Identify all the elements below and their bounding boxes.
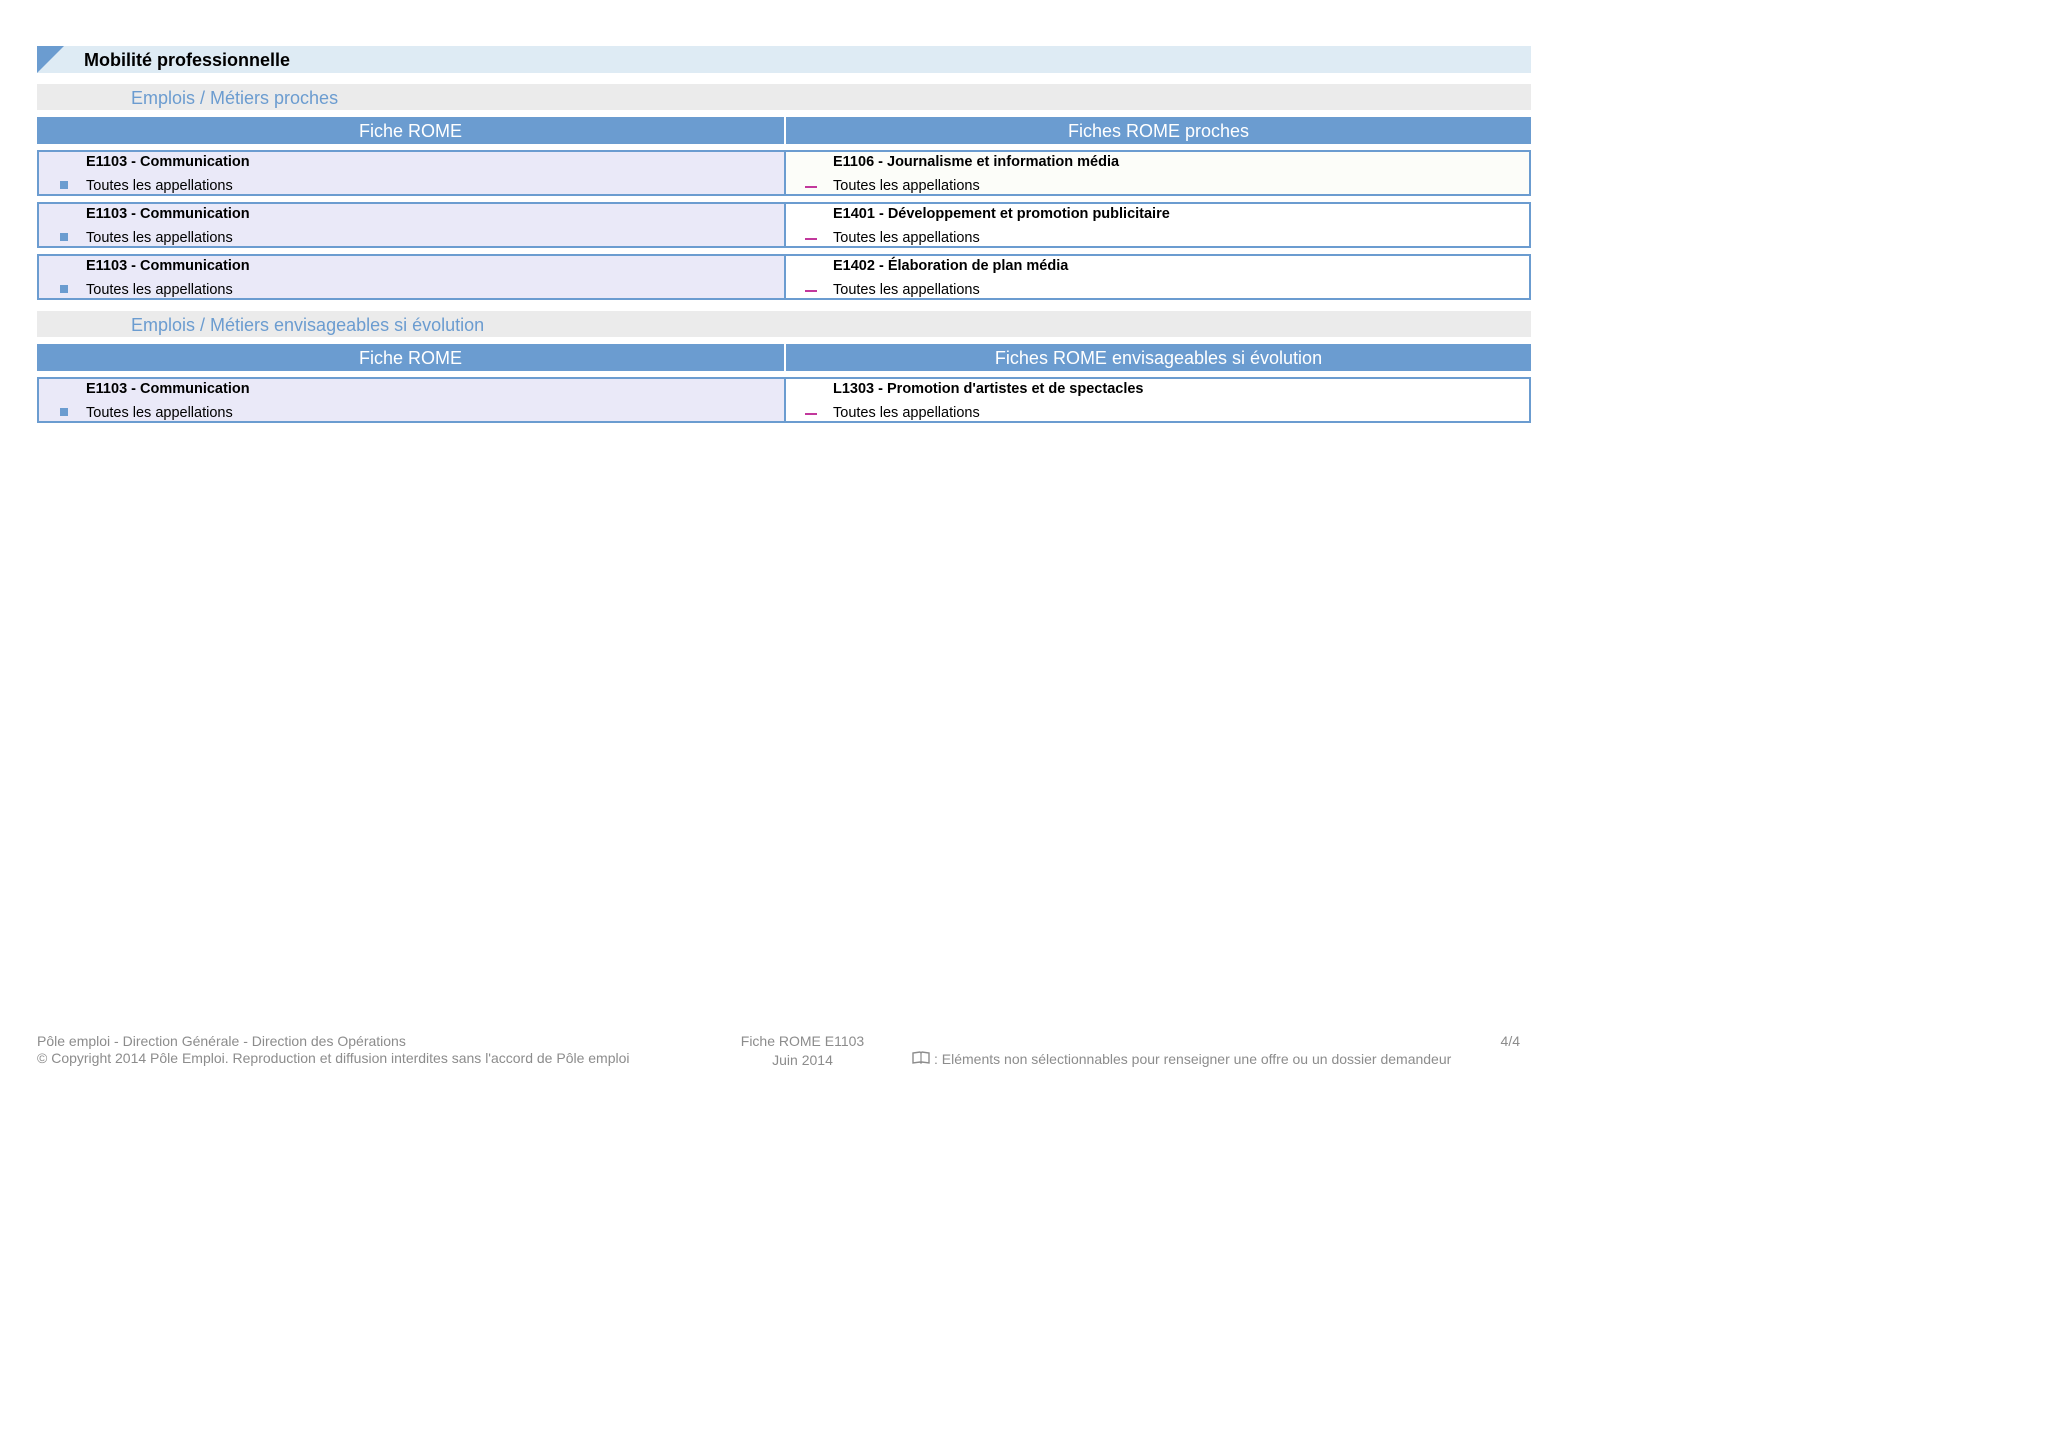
- appellation-text: Toutes les appellations: [833, 405, 980, 421]
- right-cell: [784, 377, 1531, 423]
- rome-code: E1103 - Communication: [86, 154, 250, 170]
- square-bullet-icon: [60, 233, 68, 241]
- corner-triangle-icon: [37, 46, 64, 73]
- appellation-text: Toutes les appellations: [86, 405, 233, 421]
- table-row: [37, 150, 1531, 196]
- dash-bullet-icon: [805, 238, 817, 240]
- rome-code: E1103 - Communication: [86, 206, 250, 222]
- subsection-proches: [37, 84, 1531, 110]
- table-row: [37, 202, 1531, 248]
- footer-copyright: © Copyright 2014 Pôle Emploi. Reproduction et diffusion interdites sans l'accord de Pôle emploi: [37, 1050, 630, 1066]
- right-cell: [784, 202, 1531, 248]
- table-row: [37, 377, 1531, 423]
- column-header-fiches-proches: Fiches ROME proches: [786, 117, 1531, 144]
- table-header-proches: [37, 117, 1531, 144]
- rome-code: E1103 - Communication: [86, 258, 250, 274]
- table-header-evolution: [37, 344, 1531, 371]
- section-header: [37, 46, 1531, 73]
- subsection-evolution: [37, 311, 1531, 337]
- left-cell: [37, 254, 784, 300]
- right-cell: [784, 150, 1531, 196]
- dash-bullet-icon: [805, 186, 817, 188]
- rome-code: E1402 - Élaboration de plan média: [833, 258, 1069, 274]
- footer-page-number: 4/4: [1500, 1033, 1520, 1049]
- rome-code: L1303 - Promotion d'artistes et de spectacles: [833, 381, 1144, 397]
- subsection-title: Emplois / Métiers envisageables si évolution: [131, 315, 485, 335]
- rome-code: E1401 - Développement et promotion publicitaire: [833, 206, 1170, 222]
- right-cell: [784, 254, 1531, 300]
- rome-code: E1103 - Communication: [86, 381, 250, 397]
- dash-bullet-icon: [805, 290, 817, 292]
- book-icon: [912, 1051, 930, 1064]
- column-header-fiche-rome: Fiche ROME: [37, 117, 784, 144]
- left-cell: [37, 377, 784, 423]
- appellation-text: Toutes les appellations: [833, 230, 980, 246]
- left-cell: [37, 150, 784, 196]
- appellation-text: Toutes les appellations: [86, 178, 233, 194]
- column-header-fiches-evolution: Fiches ROME envisageables si évolution: [786, 344, 1531, 371]
- footer-fiche: Fiche ROME E1103: [740, 1033, 865, 1049]
- section-title: Mobilité professionnelle: [84, 50, 291, 70]
- footer-org: Pôle emploi - Direction Générale - Direction des Opérations: [37, 1033, 406, 1049]
- subsection-title: Emplois / Métiers proches: [131, 88, 339, 108]
- square-bullet-icon: [60, 408, 68, 416]
- appellation-text: Toutes les appellations: [833, 282, 980, 298]
- dash-bullet-icon: [805, 413, 817, 415]
- column-header-fiche-rome: Fiche ROME: [37, 344, 784, 371]
- appellation-text: Toutes les appellations: [833, 178, 980, 194]
- rome-code: E1106 - Journalisme et information média: [833, 154, 1120, 170]
- square-bullet-icon: [60, 181, 68, 189]
- footer-note: : Eléments non sélectionnables pour renseigner une offre ou un dossier demandeur: [934, 1051, 1452, 1067]
- appellation-text: Toutes les appellations: [86, 282, 233, 298]
- square-bullet-icon: [60, 285, 68, 293]
- left-cell: [37, 202, 784, 248]
- table-row: [37, 254, 1531, 300]
- appellation-text: Toutes les appellations: [86, 230, 233, 246]
- footer-date: Juin 2014: [772, 1052, 833, 1068]
